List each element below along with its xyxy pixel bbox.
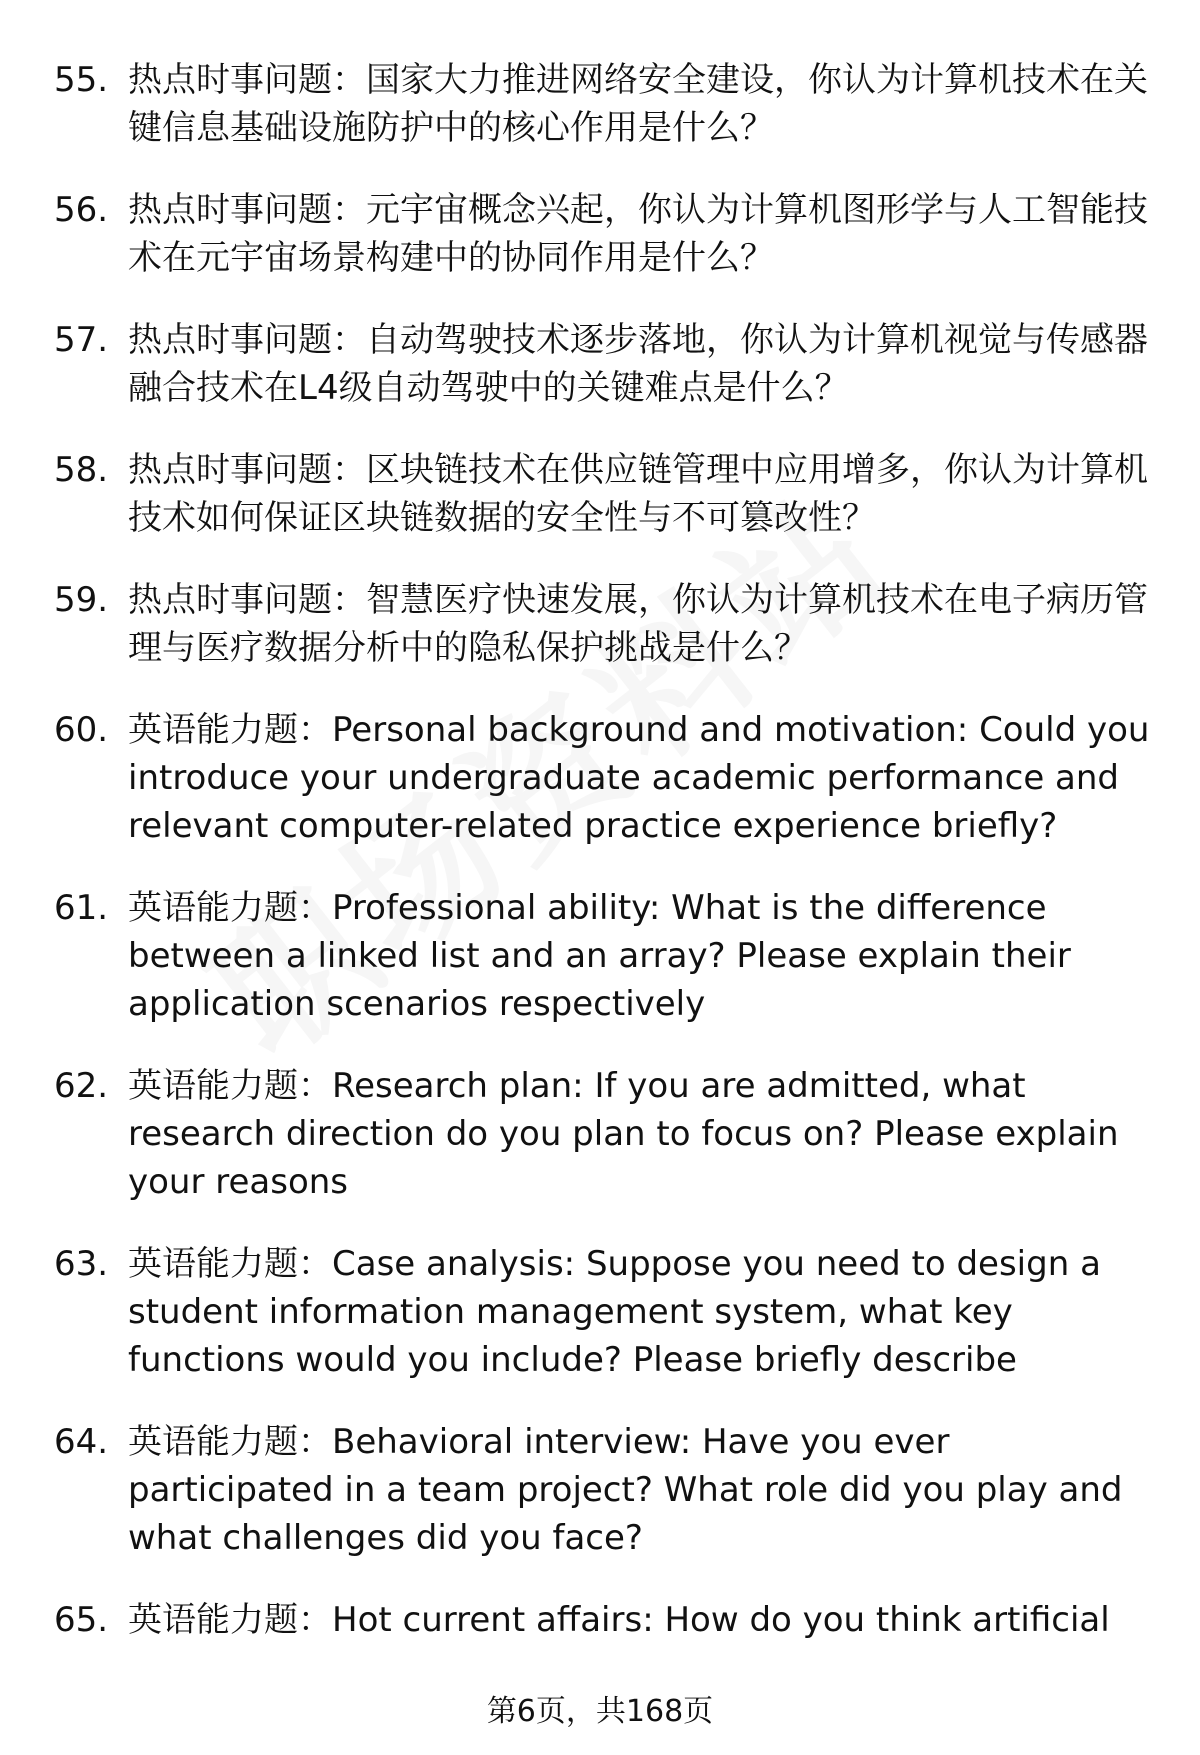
question-text: Hot current affairs: How do you think artificial bbox=[332, 1600, 1110, 1640]
question-category: 英语能力题： bbox=[128, 1600, 332, 1640]
question-text: 元宇宙概念兴起，你认为计算机图形学与人工智能技术在元宇宙场景构建中的协同作用是什么？ bbox=[128, 190, 1148, 278]
question-number: 65. bbox=[54, 1600, 109, 1640]
question-number: 56. bbox=[54, 190, 109, 230]
question-number: 63. bbox=[54, 1244, 109, 1284]
question-item bbox=[54, 316, 1164, 412]
question-text: 区块链技术在供应链管理中应用增多，你认为计算机技术如何保证区块链数据的安全性与不可篡改性？ bbox=[128, 450, 1148, 538]
question-number: 57. bbox=[54, 320, 109, 360]
question-number: 58. bbox=[54, 450, 109, 490]
question-body bbox=[128, 186, 1164, 282]
question-item bbox=[54, 884, 1164, 1028]
question-text: Case analysis: Suppose you need to design a student information management system, what key functions would you include? Please briefly describe bbox=[128, 1244, 1101, 1380]
question-item bbox=[54, 56, 1164, 152]
question-category: 英语能力题： bbox=[128, 1244, 332, 1284]
question-item bbox=[54, 1418, 1164, 1562]
question-text: Personal background and motivation: Could you introduce your undergraduate academic performance and relevant computer-related practice experience briefly? bbox=[128, 710, 1150, 846]
question-item bbox=[54, 1240, 1164, 1384]
question-body bbox=[128, 1418, 1164, 1562]
question-item bbox=[54, 706, 1164, 850]
question-number: 64. bbox=[54, 1422, 109, 1462]
question-body bbox=[128, 1062, 1164, 1206]
question-body bbox=[128, 576, 1164, 672]
question-body bbox=[128, 1596, 1164, 1644]
question-body bbox=[128, 56, 1164, 152]
question-item bbox=[54, 186, 1164, 282]
question-category: 英语能力题： bbox=[128, 710, 332, 750]
question-item bbox=[54, 1062, 1164, 1206]
question-body bbox=[128, 884, 1164, 1028]
question-number: 62. bbox=[54, 1066, 109, 1106]
question-number: 55. bbox=[54, 60, 109, 100]
question-body bbox=[128, 446, 1164, 542]
question-category: 热点时事问题： bbox=[128, 450, 366, 490]
question-text: Research plan: If you are admitted, what research direction do you plan to focus on? Please explain your reasons bbox=[128, 1066, 1119, 1202]
question-item bbox=[54, 1596, 1164, 1644]
question-list bbox=[54, 56, 1164, 1678]
question-number: 60. bbox=[54, 710, 109, 750]
question-item bbox=[54, 446, 1164, 542]
question-body bbox=[128, 316, 1164, 412]
question-category: 热点时事问题： bbox=[128, 320, 366, 360]
question-category: 热点时事问题： bbox=[128, 190, 366, 230]
question-category: 热点时事问题： bbox=[128, 60, 366, 100]
question-item bbox=[54, 576, 1164, 672]
question-body bbox=[128, 1240, 1164, 1384]
question-text: 自动驾驶技术逐步落地，你认为计算机视觉与传感器融合技术在L4级自动驾驶中的关键难点是什么？ bbox=[128, 320, 1148, 408]
page-number-footer: 第6页，共168页 bbox=[486, 1694, 714, 1729]
question-text: 智慧医疗快速发展，你认为计算机技术在电子病历管理与医疗数据分析中的隐私保护挑战是什么？ bbox=[128, 580, 1148, 668]
question-text: Behavioral interview: Have you ever participated in a team project? What role did you play and what challenges did you face? bbox=[128, 1422, 1123, 1558]
question-number: 59. bbox=[54, 580, 109, 620]
question-text: 国家大力推进网络安全建设，你认为计算机技术在关键信息基础设施防护中的核心作用是什么？ bbox=[128, 60, 1148, 148]
question-category: 热点时事问题： bbox=[128, 580, 366, 620]
question-category: 英语能力题： bbox=[128, 888, 332, 928]
question-body bbox=[128, 706, 1164, 850]
question-category: 英语能力题： bbox=[128, 1066, 332, 1106]
question-category: 英语能力题： bbox=[128, 1422, 332, 1462]
question-number: 61. bbox=[54, 888, 109, 928]
question-text: Professional ability: What is the difference between a linked list and an array? Please explain their application scenarios respectively bbox=[128, 888, 1071, 1024]
